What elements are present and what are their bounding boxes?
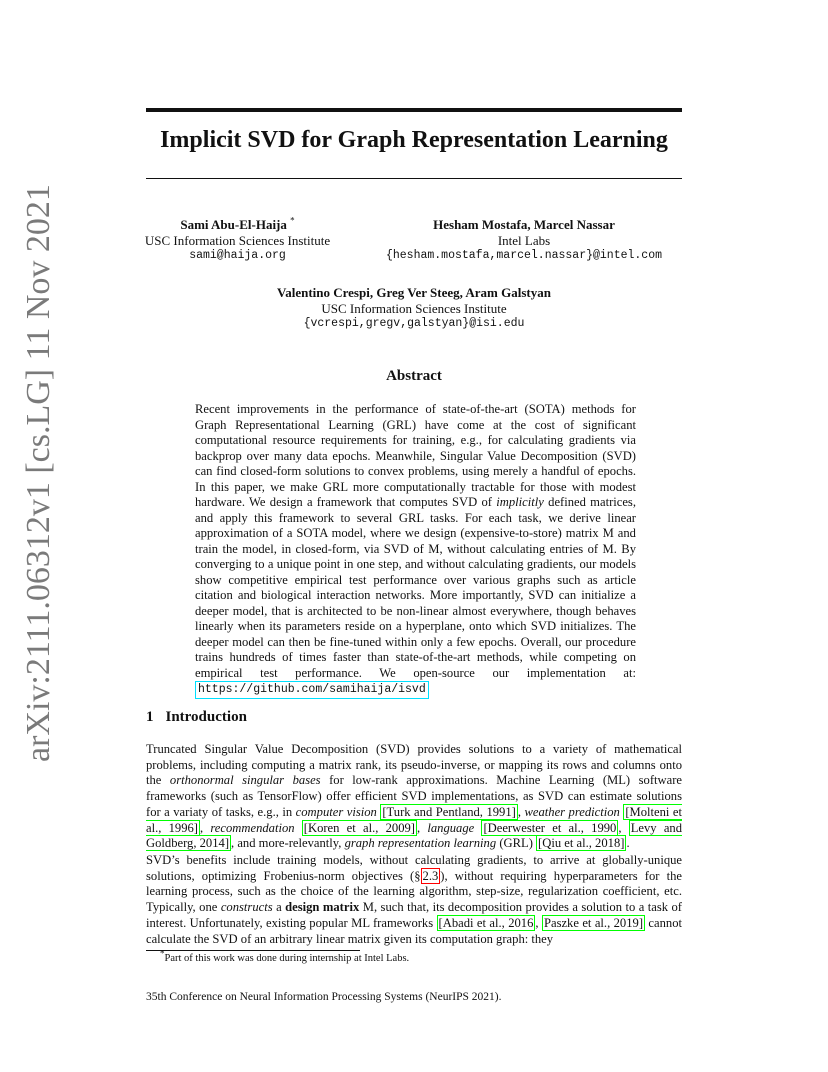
citation-link[interactable]: [Molteni et al., 1996] xyxy=(146,804,683,835)
abstract-emphasis: implicitly xyxy=(496,495,544,509)
author-block-1 xyxy=(130,217,345,264)
section-heading-introduction xyxy=(146,709,247,726)
footnote-mark: * xyxy=(160,948,165,959)
section-title: Introduction xyxy=(165,709,247,725)
citation-link[interactable]: [Turk and Pentland, 1991] xyxy=(382,804,516,819)
author-email[interactable]: {hesham.mostafa,marcel.nassar}@intel.com xyxy=(385,249,663,262)
section-number: 1 xyxy=(146,709,154,725)
author-affiliation: USC Information Sciences Institute xyxy=(321,300,507,316)
github-link[interactable]: https://github.com/samihaija/isvd xyxy=(195,681,429,699)
author-email[interactable]: {vcrespi,gregv,galstyan}@isi.edu xyxy=(303,317,525,330)
footnote-mark: * xyxy=(290,215,295,226)
author-names: Sami Abu-El-Haija * xyxy=(180,215,295,232)
matrix-symbol: M xyxy=(602,526,614,540)
arxiv-sidebar-id: arXiv:2111.06312v1 [cs.LG] 11 Nov 2021 xyxy=(20,184,57,762)
footnote-text: Part of this work was done during internship at Intel Labs. xyxy=(164,953,410,964)
section-reference-link[interactable]: 2.3 xyxy=(422,868,439,883)
citation-link[interactable]: Levy and Goldberg, 2014] xyxy=(146,820,683,851)
intro-paragraph-2: SVD’s benefits include training models, without calculating gradients, to arrive at globally-unique solutions, optimizing Frobenius-norm objectives (§ 2.3 ), without requiring hyperparameters for the learning process, such as the choice of the learning algorithm, step-size, regularization coefficient, etc. Typically, one constructs a design matrix M, such that, its decomposition provides a solution to a task of interest. Unfortunately, existing popular ML frameworks [Abadi et al., 2016 , Paszke et al., 2019] cannot calculate the SVD of an arbitrary linear matrix given its computation graph: they xyxy=(146,853,683,946)
intro-paragraph-1: Truncated Singular Value Decomposition (SVD) provides solutions to a variety of mathematical problems, including computing a matrix rank, its pseudo-inverse, or mapping its rows and columns onto the orthonormal singular bases for low-rank approximations. Machine Learning (ML) software frameworks (such as TensorFlow) offer efficient SVD implementations, as SVD can estimate solutions for a variaty of tasks, e.g., in computer vision [Turk and Pentland, 1991] , weather prediction [Molteni et al., 1996] , recommendation [Koren et al., 2009] , language [Deerwester et al., 1990 , Levy and Goldberg, 2014] , and more-relevantly, graph representation learning (GRL) [Qiu et al., 2018] . xyxy=(146,742,683,851)
author-block-3 xyxy=(214,285,614,332)
title-bottom-rule xyxy=(146,178,682,179)
author-email[interactable]: sami@haija.org xyxy=(189,249,286,262)
author-affiliation: USC Information Sciences Institute xyxy=(144,232,331,248)
citation-link[interactable]: [Abadi et al., 2016 xyxy=(438,915,534,930)
citation-link[interactable]: Paszke et al., 2019] xyxy=(543,915,644,930)
citation-link[interactable]: [Qiu et al., 2018] xyxy=(538,836,625,851)
citation-link[interactable]: [Koren et al., 2009] xyxy=(303,820,415,835)
conference-note: 35th Conference on Neural Information Processing Systems (NeurIPS 2021). xyxy=(146,991,502,1003)
paper-title: Implicit SVD for Graph Representation Learning xyxy=(160,127,668,153)
matrix-symbol: M xyxy=(428,541,440,556)
footnote-rule xyxy=(146,950,360,951)
matrix-symbol: M xyxy=(362,900,374,915)
title-top-rule xyxy=(146,108,682,112)
author-names: Hesham Mostafa, Marcel Nassar xyxy=(433,217,615,232)
matrix-symbol: M xyxy=(602,541,614,556)
author-block-2 xyxy=(368,217,680,264)
citation-link[interactable]: [Deerwester et al., 1990 xyxy=(483,820,617,835)
author-affiliation: Intel Labs xyxy=(497,232,551,248)
author-names: Valentino Crespi, Greg Ver Steeg, Aram Galstyan xyxy=(277,285,551,300)
abstract-body: Recent improvements in the performance of state-of-the-art (SOTA) methods for Graph Representational Learning (GRL) have come at the cost of significant computational resource requirements for training, e.g., for calculating gradients via backprop over many data epochs. Meanwhile, Singular Value Decomposition (SVD) can find closed-form solutions to convex problems, using merely a handful of epochs. In this paper, we make GRL more computationally tractable for those with modest hardware. We design a framework that computes SVD of implicitly defined matrices, and apply this framework to several GRL tasks. For each task, we derive linear approximation of a SOTA model, where we design (expensive-to-store) matrix M and train the model, in closed-form, via SVD of M, without calculating entries of M. By converging to a unique point in one step, and without calculating gradients, our models show competitive empirical test performance over various graphs such as article citation and biological interaction networks. More importantly, SVD can initialize a deeper model, that is architected to be non-linear almost everywhere, though behaves linearly when its parameters reside on a hyperplane, onto which SVD initializes. The deeper model can then be fine-tuned within only a few epochs. Overall, our procedure trains hundreds of times faster than state-of-the-art methods, while competing on empirical test performance. We open-source our implementation at: https://github.com/samihaija/isvd xyxy=(195,402,636,699)
abstract-heading: Abstract xyxy=(386,368,442,384)
footnote xyxy=(160,948,410,965)
